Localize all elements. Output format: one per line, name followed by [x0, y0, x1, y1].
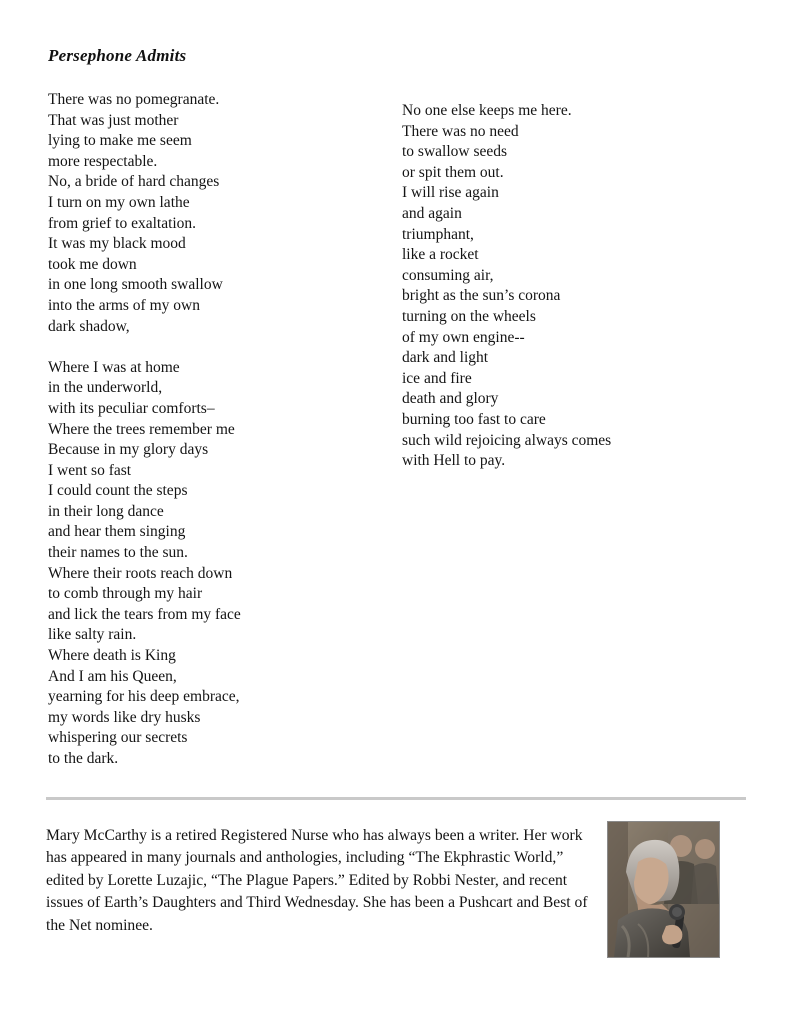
- poem-column-right: No one else keeps me here. There was no need to swallow seeds or spit them out. I will rise again and again triumphant, like a rocket consuming air, bright as the sun’s corona turning on the wheels of my own engine-- dark and light ice and fire death and glory burning too fast to care such wild rejoicing always comes with Hell to pay.: [402, 102, 612, 470]
- author-photo: [607, 821, 720, 958]
- section-divider: [46, 797, 746, 800]
- author-bio: Mary McCarthy is a retired Registered Nurse who has always been a writer. Her work has appeared in many journals and anthologies, including “The Ekphrastic World,” edited by Lorette Luzajic, “The Plague Papers.” Edited by Robbi Nester, and recent issues of Earth’s Daughters and Third Wednesday. She has been a Pushcart and Best of the Net nominee.: [46, 827, 588, 934]
- poem-column-left: There was no pomegranate. That was just mother lying to make me seem more respectable. No, a bride of hard changes I turn on my own lathe from grief to exaltation. It was my black mood took me down in one long smooth swallow into the arms of my own dark shadow, Where I was at home in the underworld, with its peculiar comforts– Where the trees remember me Because in my glory days I went so fast I could count the steps in their long dance and hear them singing their names to the sun. Where their roots reach down to comb through my hair and lick the tears from my face like salty rain. Where death is King And I am his Queen, yearning for his deep embrace, my words like dry husks whispering our secrets to the dark.: [48, 91, 241, 767]
- portrait-image: [608, 822, 719, 957]
- page-title: Persephone Admits: [48, 46, 187, 65]
